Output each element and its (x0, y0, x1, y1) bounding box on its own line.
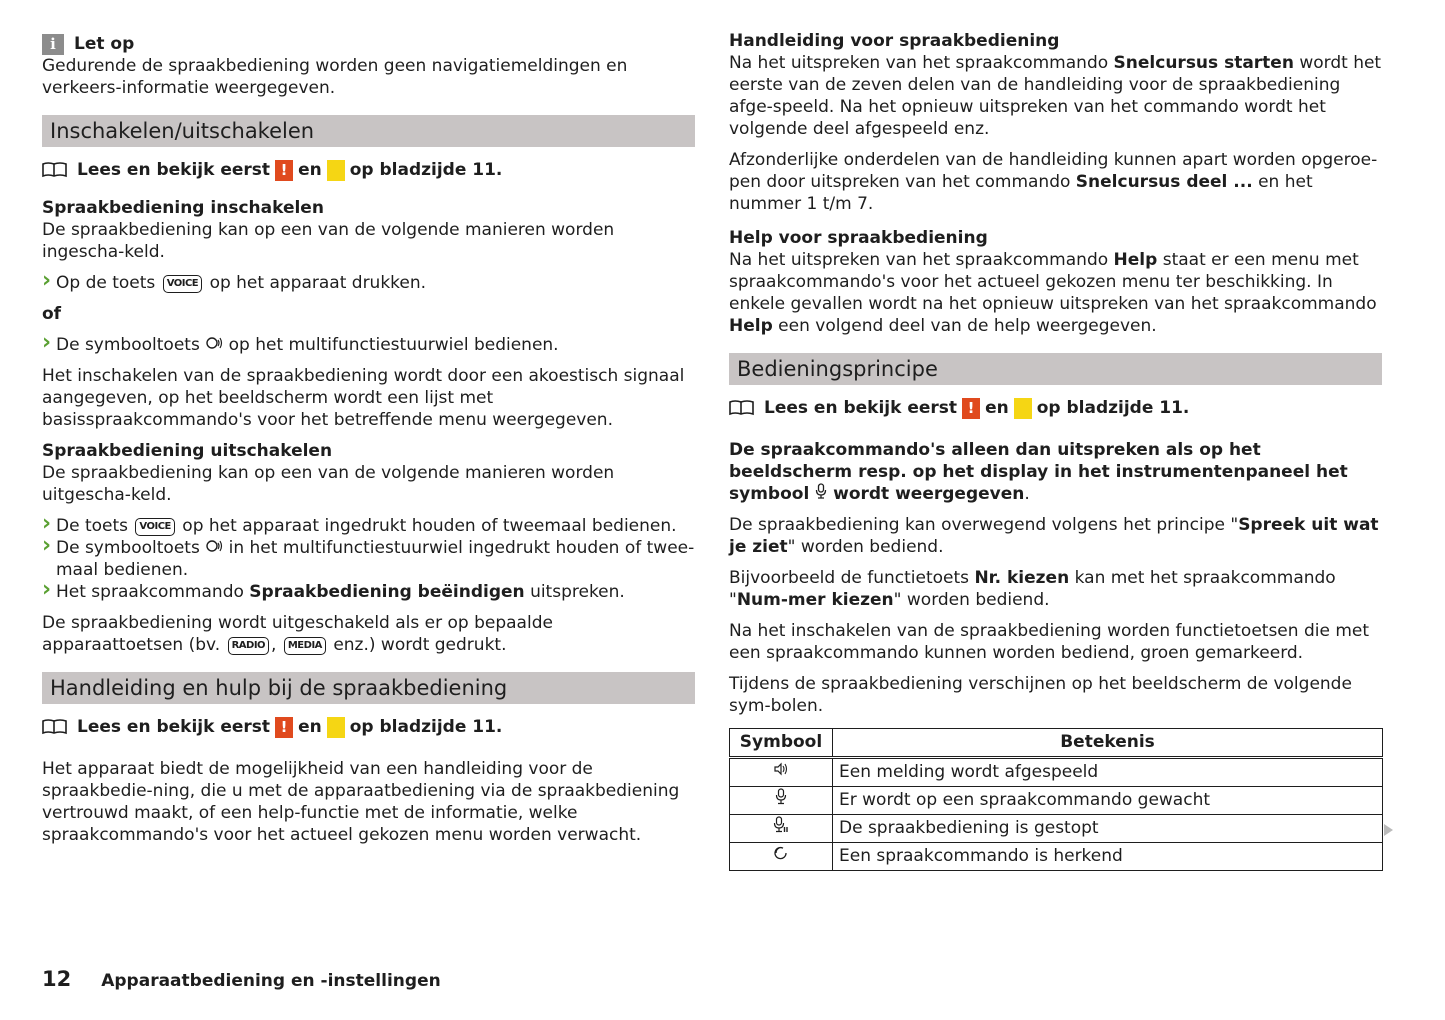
read-first-lead: Lees en bekijk eerst (77, 160, 271, 180)
read-first-lead: Lees en bekijk eerst (77, 717, 271, 737)
bullet-text: De toets (56, 516, 129, 536)
read-first-tail: op bladzijde 11. (1036, 398, 1190, 418)
caution-icon: ! (327, 717, 345, 738)
bullet-text: op het apparaat drukken. (209, 273, 427, 293)
caution-icon: ! (327, 160, 345, 181)
subheading-help: Help voor spraakbediening (729, 228, 988, 248)
principle-bold-paragraph (729, 439, 1382, 505)
table-row (730, 815, 1383, 843)
table-header: Symbool (730, 729, 833, 758)
off-bullets (42, 515, 695, 603)
section-heading-inschakelen: Inschakelen/uitschakelen (42, 115, 695, 147)
on-text: De spraakbediening kan op een van de volgende manieren worden ingescha-keld. (42, 220, 615, 262)
meaning-cell: Een spraakcommando is herkend (833, 843, 1383, 871)
read-first-and: en (298, 717, 322, 737)
paragraph-text: wordt weergegeven (833, 484, 1025, 504)
read-first-line (729, 397, 1382, 419)
read-first-tail: op bladzijde 11. (349, 160, 503, 180)
left-column (42, 30, 695, 855)
refresh-icon (773, 845, 789, 861)
paragraph-text: . (1024, 484, 1030, 504)
subheading-off: Spraakbediening uitschakelen (42, 441, 333, 461)
paragraph-text: De spraakcommando's alleen dan uitspreken als op het beeldscherm resp. op het display in het instrumentenpaneel het symbool (729, 440, 1348, 504)
principle-paragraph-2 (729, 567, 1382, 611)
chapter-title: Apparaatbediening en -instellingen (101, 971, 441, 991)
microphone-icon (775, 788, 787, 805)
read-first-and: en (985, 398, 1009, 418)
paragraph-text: kan met het spraakcommando " (729, 568, 1336, 610)
paragraph-text: Afzonderlijke onderdelen van de handleiding kunnen apart worden opgeroe-pen door uitspreken van het commando (729, 150, 1378, 192)
note-text: Gedurende de spraakbediening worden geen navigatiemeldingen en verkeers-informatie weergegeven. (42, 56, 628, 98)
table-row (730, 787, 1383, 815)
speaker-icon (773, 761, 789, 777)
paragraph-text: staat er een menu met spraakcommando's voor het actueel gekozen menu ter beschikking. In enkele gevallen wordt na het opnieuw uitspreken van het spraakcommando (729, 250, 1377, 314)
continue-arrow-icon (1384, 824, 1393, 836)
paragraph-text: een volgend deel van de help weergegeven. (778, 316, 1157, 336)
guide-paragraph (729, 52, 1382, 140)
table-row (730, 758, 1383, 787)
principle-phrase: Spreek uit wat je ziet (729, 515, 1379, 557)
bullet-command (42, 581, 695, 603)
symbol-table (729, 728, 1383, 871)
read-first-line (42, 716, 695, 738)
bullet-symbol-key (42, 334, 695, 356)
subheading-on: Spraakbediening inschakelen (42, 198, 324, 218)
command-name: Spraakbediening beëindigen (249, 582, 525, 602)
paragraph-text: Na het uitspreken van het spraakcommando (729, 53, 1109, 73)
or-label: of (42, 304, 62, 324)
table-header: Betekenis (833, 729, 1383, 758)
caution-icon: ! (1014, 398, 1032, 419)
bullet-voice-hold (42, 515, 695, 537)
voice-key-icon: VOICE (135, 518, 174, 536)
on-paragraph: Het inschakelen van de spraakbediening wordt door een akoestisch signaal aangegeven, op het beeldscherm wordt een lijst met basisspraakcommando's voor het betreffende menu weergegeven. (42, 366, 685, 430)
symbol-cell (730, 758, 833, 787)
page-number: 12 (42, 967, 72, 991)
bullet-text: op het apparaat ingedrukt houden of tweemaal bedienen. (182, 516, 677, 536)
info-icon: i (42, 34, 64, 55)
bullet-text: in het multifunctiestuurwiel ingedrukt houden of twee-maal bedienen. (56, 538, 695, 580)
command-name: Num-mer kiezen (736, 590, 894, 610)
warning-icon: ! (275, 160, 293, 181)
warning-icon: ! (962, 398, 980, 419)
section-heading-handleiding: Handleiding en hulp bij de spraakbediening (42, 672, 695, 704)
microphone-icon (815, 483, 827, 499)
paragraph-text: " worden bediend. (787, 537, 944, 557)
symbol-cell (730, 815, 833, 843)
bullet-symbol-hold (42, 537, 695, 581)
meaning-cell: Er wordt op een spraakcommando gewacht (833, 787, 1383, 815)
book-icon (729, 400, 754, 416)
paragraph-text: en het nummer 1 t/m 7. (729, 172, 1313, 214)
read-first-lead: Lees en bekijk eerst (764, 398, 958, 418)
bullet-text: uitspreken. (530, 582, 625, 602)
paragraph-text: Na het uitspreken van het spraakcommando (729, 250, 1109, 270)
principle-paragraph-1 (729, 514, 1382, 558)
command-name: Help (1113, 250, 1158, 270)
off-paragraph: De spraakbediening wordt uitgeschakeld als er op bepaalde apparaattoetsen (bv. RADIO , MEDIA enz.) wordt gedrukt. (42, 613, 553, 655)
symbol-cell (730, 787, 833, 815)
off-text: De spraakbediening kan op een van de volgende manieren worden uitgescha-keld. (42, 463, 615, 505)
part-paragraph (729, 149, 1382, 215)
subheading-guide: Handleiding voor spraakbediening (729, 31, 1060, 51)
voice-control-icon (205, 336, 223, 350)
note-title: Let op (74, 34, 135, 54)
paragraph-text: De spraakbediening kan overwegend volgens het principe " (729, 515, 1239, 535)
meaning-cell: Een melding wordt afgespeeld (833, 758, 1383, 787)
bullet-text: op het multifunctiestuurwiel bedienen. (228, 335, 559, 355)
paragraph-text: wordt het eerste van de zeven delen van de handleiding voor de spraakbediening afge-speeld. Na het opnieuw uitspreken van het commando wordt het volgende deel afgespeeld enz. (729, 53, 1382, 139)
read-first-tail: op bladzijde 11. (349, 717, 503, 737)
bullet-text: De symbooltoets (56, 335, 200, 355)
right-column (729, 30, 1382, 871)
handleiding-paragraph: Het apparaat biedt de mogelijkheid van een handleiding voor de spraakbedie-ning, die u met de apparaatbediening via de spraakbediening vertrouwd maakt, of een help-functie met de informatie, welke spraakcommando's voor het actueel gekozen menu worden verwacht. (42, 759, 680, 845)
bullet-text: Op de toets (56, 273, 156, 293)
microphone-paused-icon (773, 816, 789, 833)
voice-key-icon: VOICE (163, 275, 202, 293)
paragraph-text: " worden bediend. (893, 590, 1050, 610)
section-heading-bedieningsprincipe: Bedieningsprincipe (729, 353, 1382, 385)
media-key-icon: MEDIA (284, 637, 326, 655)
principle-paragraph-3: Na het inschakelen van de spraakbediening worden functietoetsen die met een spraakcommando kunnen worden bediend, groen gemarkeerd. (729, 621, 1370, 663)
paragraph-text: De spraakbediening wordt uitgeschakeld als er op bepaalde apparaattoetsen (bv. (42, 613, 553, 655)
page-footer (42, 968, 441, 992)
principle-paragraph-4: Tijdens de spraakbediening verschijnen op het beeldscherm de volgende sym-bolen. (729, 674, 1352, 716)
radio-key-icon: RADIO (228, 637, 269, 655)
paragraph-text: Bijvoorbeeld de functietoets (729, 568, 970, 588)
command-name: Snelcursus starten (1113, 53, 1294, 73)
read-first-line (42, 159, 695, 181)
table-header-row (730, 729, 1383, 758)
voice-control-icon (205, 539, 223, 553)
function-key-name: Nr. kiezen (974, 568, 1070, 588)
symbol-cell (730, 843, 833, 871)
book-icon (42, 162, 67, 178)
warning-icon: ! (275, 717, 293, 738)
book-icon (42, 719, 67, 735)
command-name: Help (729, 316, 773, 336)
bullet-text: Het spraakcommando (56, 582, 244, 602)
paragraph-text: enz.) wordt gedrukt. (333, 635, 507, 655)
help-paragraph (729, 249, 1382, 337)
meaning-cell: De spraakbediening is gestopt (833, 815, 1383, 843)
read-first-and: en (298, 160, 322, 180)
bullet-text: De symbooltoets (56, 538, 200, 558)
note-header (42, 33, 695, 55)
command-name: Snelcursus deel ... (1075, 172, 1253, 192)
bullet-voice-key (42, 272, 695, 294)
table-row (730, 843, 1383, 871)
